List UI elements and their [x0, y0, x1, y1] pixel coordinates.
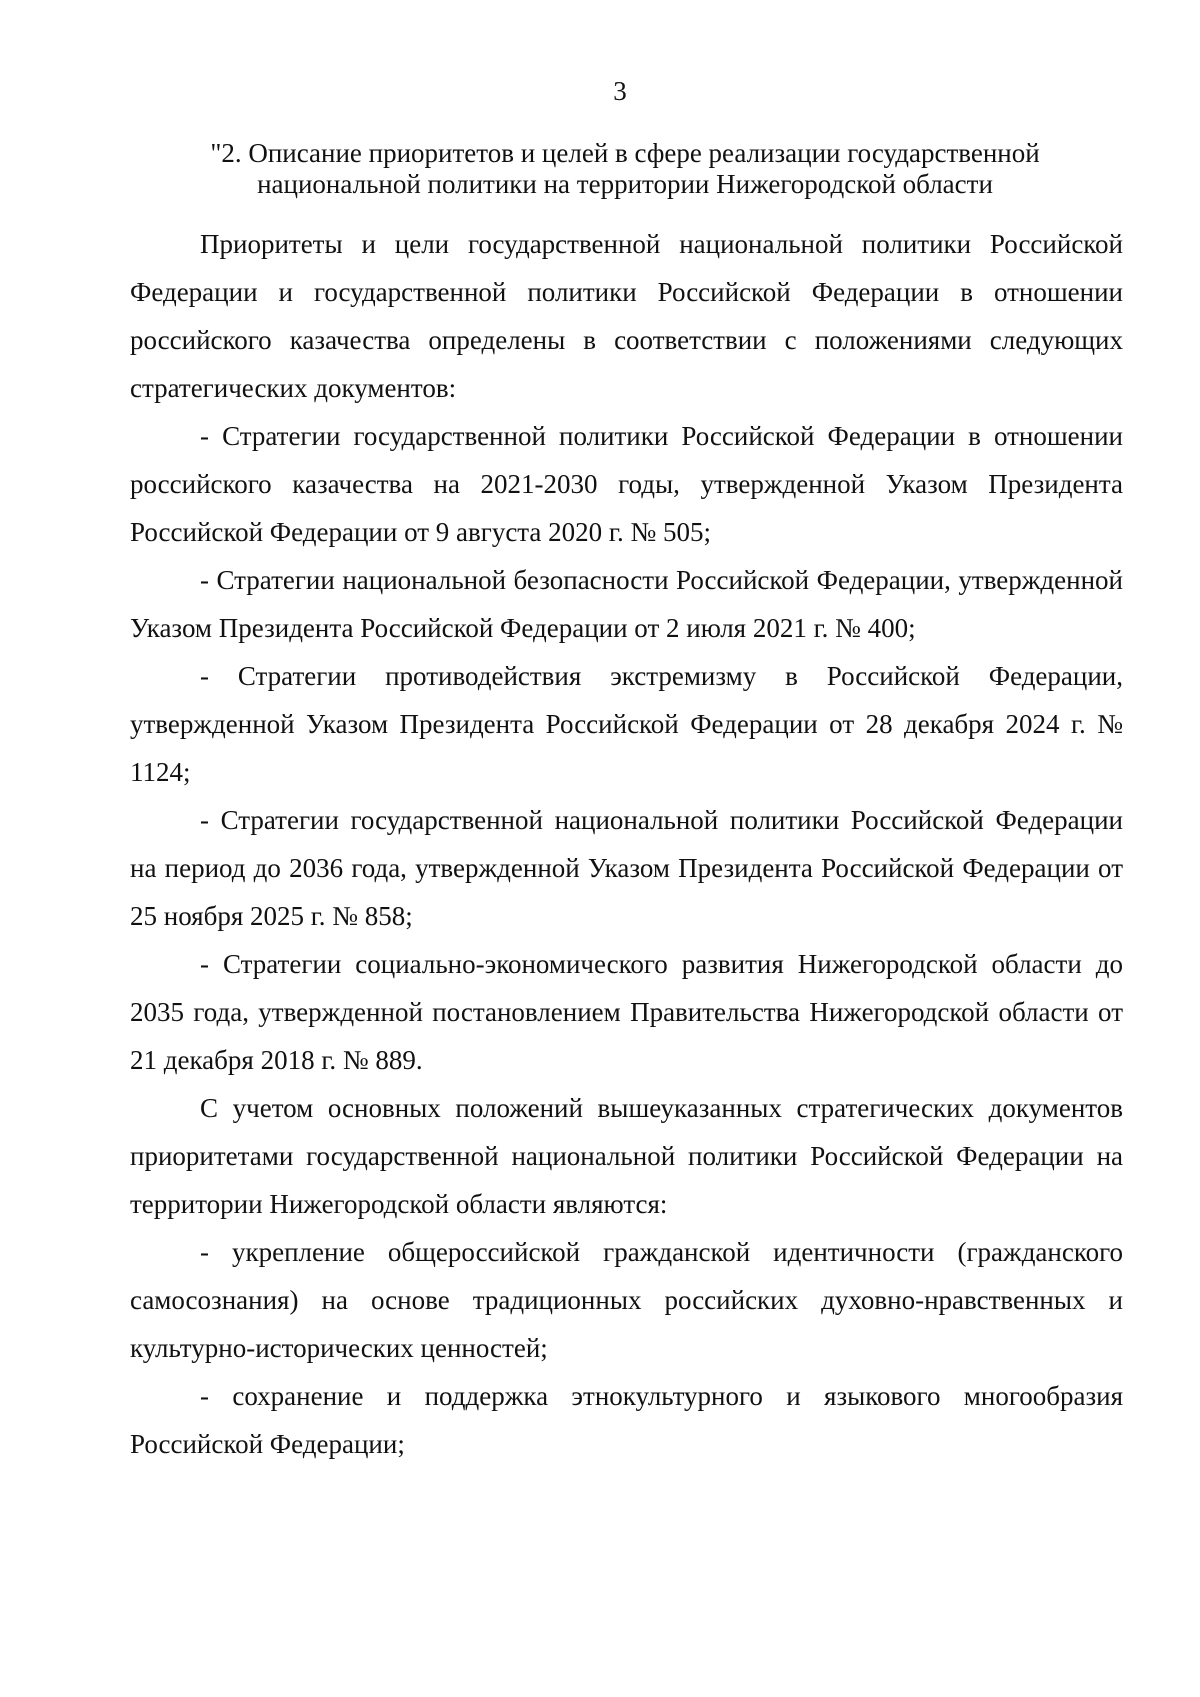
section-heading-line: национальной политики на территории Нижегородской области — [257, 169, 993, 199]
list-item: - Стратегии государственной национальной политики Российской Федерации на период до 2036 года, утвержденной Указом Президента Российской Федерации от 25 ноября 2025 г. № 858; — [130, 805, 1123, 931]
list-item: - сохранение и поддержка этнокультурного и языкового многообразия Российской Федерации; — [130, 1381, 1123, 1459]
section-heading-line: "2. Описание приоритетов и целей в сфере реализации государственной — [210, 138, 1040, 168]
list-item: - Стратегии национальной безопасности Российской Федерации, утвержденной Указом Президента Российской Федерации от 2 июля 2021 г. № 400; — [130, 565, 1123, 643]
page-number: 3 — [613, 76, 627, 106]
intro-paragraph: Приоритеты и цели государственной национальной политики Российской Федерации и государственной политики Российской Федерации в отношении российского казачества определены в соответствии с положениями следующих стратегических документов: — [130, 229, 1123, 403]
list-item: - укрепление общероссийской гражданской идентичности (гражданского самосознания) на основе традиционных российских духовно-нравственных и культурно-исторических ценностей; — [130, 1237, 1123, 1363]
list-item: - Стратегии социально-экономического развития Нижегородской области до 2035 года, утвержденной постановлением Правительства Нижегородской области от 21 декабря 2018 г. № 889. — [130, 949, 1123, 1075]
list-item: - Стратегии противодействия экстремизму в Российской Федерации, утвержденной Указом Президента Российской Федерации от 28 декабря 2024 г. № 1124; — [130, 661, 1123, 787]
body-text — [130, 220, 1123, 1468]
priorities-paragraph: С учетом основных положений вышеуказанных стратегических документов приоритетами государственной национальной политики Российской Федерации на территории Нижегородской области являются: — [130, 1093, 1123, 1219]
section-heading — [130, 138, 1120, 200]
list-item: - Стратегии государственной политики Российской Федерации в отношении российского казачества на 2021-2030 годы, утвержденной Указом Президента Российской Федерации от 9 августа 2020 г. № 505; — [130, 421, 1123, 547]
